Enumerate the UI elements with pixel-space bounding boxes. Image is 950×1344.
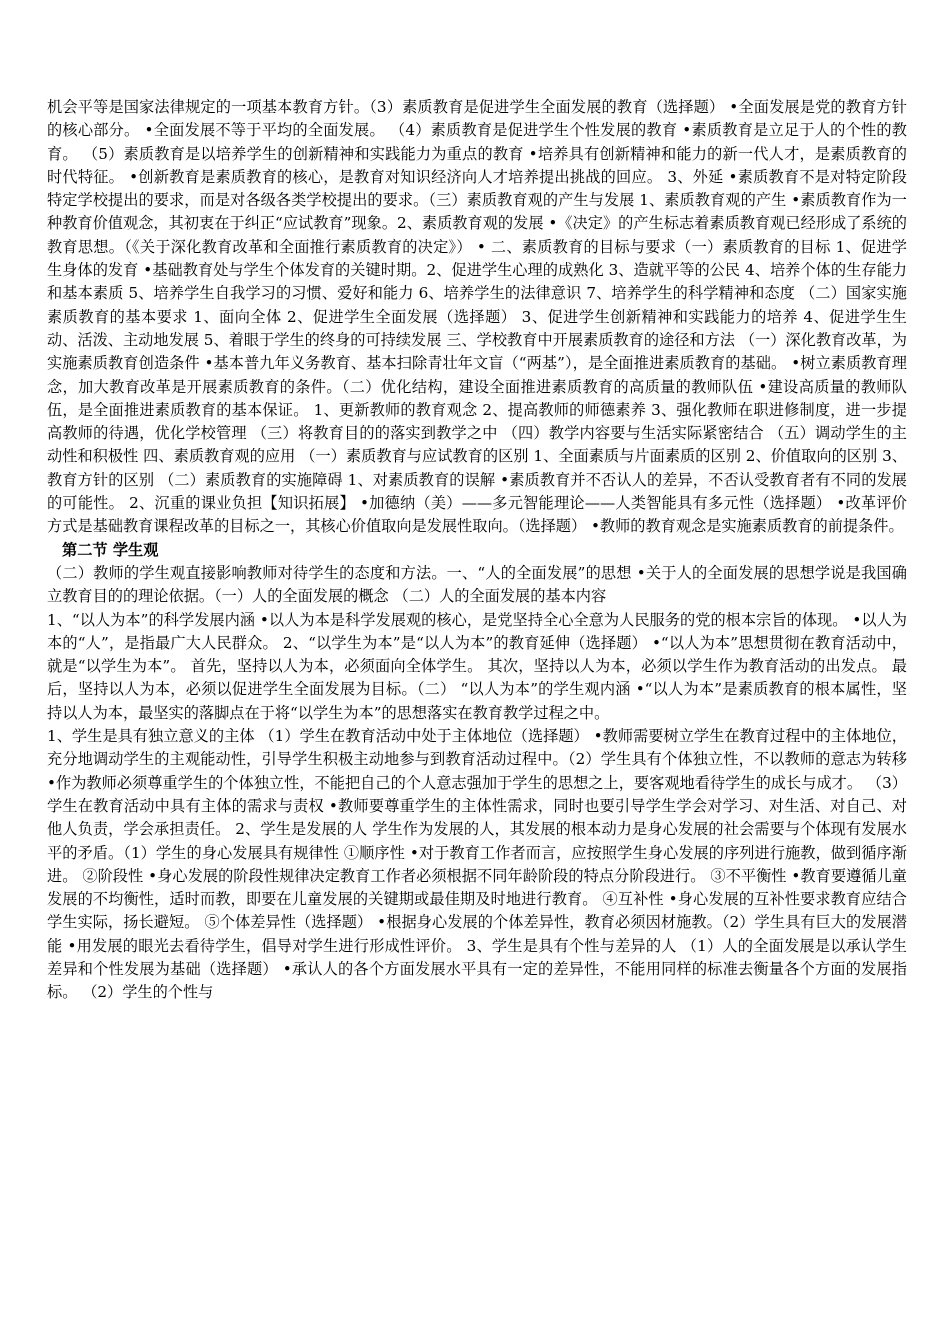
body-paragraph-1: 机会平等是国家法律规定的一项基本教育方针。（3）素质教育是促进学生全面发展的教育（选择题） •全面发展是党的教育方针的核心部分。 •全面发展不等于平均的全面发展。 （4）素质教育是促进学生个性发展的教育 •素质教育是立足于人的个性的教育。 （5）素质教育是以培养学生的创新精神和实践能力为重点的教育 •培养具有创新精神和能力的新一代人才，是素质教育的时代特征。 •创新教育是素质教育的核心，是教育对知识经济向人才培养提出挑战的回应。 3、外延 •素质教育不是对特定阶段特定学校提出的要求，而是对各级各类学校提出的要求。（三）素质教育观的产生与发展 1、素质教育观的产生 •素质教育作为一种教育价值观念，其初衷在于纠正“应试教育”现象。2、素质教育观的发展 •《决定》的产生标志着素质教育观已经形成了系统的教育思想。（《关于深化教育改革和全面推行素质教育的决定》） • 二、素质教育的目标与要求（一）素质教育的目标 1、促进学生身体的发育 •基础教育处与学生个体发育的关键时期。2、促进学生心理的成熟化 3、造就平等的公民 4、培养个体的生存能力和基本素质 5、培养学生自我学习的习惯、爱好和能力 6、培养学生的法律意识 7、培养学生的科学精神和态度 （二）国家实施素质教育的基本要求 1、面向全体 2、促进学生全面发展（选择题） 3、促进学生创新精神和实践能力的培养 4、促进学生生动、活泼、主动地发展 5、着眼于学生的终身的可持续发展 三、学校教育中开展素质教育的途径和方法 （一）深化教育改革，为实施素质教育创造条件 •基本普九年义务教育、基本扫除青壮年文盲（“两基”），是全面推进素质教育的基础。 •树立素质教育理念，加大教育改革是开展素质教育的条件。（二）优化结构，建设全面推进素质教育的高质量的教师队伍 •建设高质量的教师队伍，是全面推进素质教育的基本保证。 1、更新教师的教育观念 2、提高教师的师德素养 3、强化教师在职进修制度，进一步提高教师的待遇，优化学校管理 （三）将教育目的的落实到教学之中 （四）教学内容要与生活实际紧密结合 （五）调动学生的主动性和积极性 四、素质教育观的应用 （一）素质教育与应试教育的区别 1、全面素质与片面素质的区别 2、价值取向的区别 3、教育方针的区别 （二）素质教育的实施障碍 1、对素质教育的误解 •素质教育并不否认人的差异，不否认受教育者有不同的发展的可能性。 2、沉重的课业负担【知识拓展】 •加德纳（美）——多元智能理论——人类智能具有多元性（选择题） •改革评价方式是基础教育课程改革的目标之一，其核心价值取向是发展性取向。（选择题） •教师的教育观念是实施素质教育的前提条件。: [47, 98, 907, 536]
body-paragraph-3: 1、“以人为本”的科学发展内涵 •以人为本是科学发展观的核心，是党坚持全心全意为人民服务的党的根本宗旨的体现。 •以人为本的“人”，是指最广大人民群众。 2、“以学生为本”是“以人为本”的教育延伸（选择题） •“以人为本”思想贯彻在教育活动中，就是“以学生为本”。 首先，坚持以人为本，必须面向全体学生。 其次，坚持以人为本，必须以学生作为教育活动的出发点。 最后，坚持以人为本，必须以促进学生全面发展为目标。（二） “以人为本”的学生观内涵 •“以人为本”是素质教育的根本属性，坚持以人为本，最坚实的落脚点在于将“以学生为本”的思想落实在教育教学过程之中。: [47, 610, 907, 722]
document-page: [47, 96, 907, 1005]
body-paragraph-4: 1、学生是具有独立意义的主体 （1）学生在教育活动中处于主体地位（选择题） •教师需要树立学生在教育过程中的主体地位，充分地调动学生的主观能动性，引导学生积极主动地参与到教育活动过程中。（2）学生具有个体独立性，不以教师的意志为转移 •作为教师必须尊重学生的个体独立性，不能把自己的个人意志强加于学生的思想之上，要客观地看待学生的成长与成才。 （3）学生在教育活动中具有主体的需求与责权 •教师要尊重学生的主体性需求，同时也要引导学生学会对学习、对生活、对自己、对他人负责，学会承担责任。 2、学生是发展的人 学生作为发展的人，其发展的根本动力是身心发展的社会需要与个体现有发展水平的矛盾。（1）学生的身心发展具有规律性 ①顺序性 •对于教育工作者而言，应按照学生身心发展的序列进行施教，做到循序渐进。 ②阶段性 •身心发展的阶段性规律决定教育工作者必须根据不同年龄阶段的特点分阶段进行。 ③不平衡性 •教育要遵循儿童发展的不均衡性，适时而教，即要在儿童发展的关键期或最佳期及时地进行教育。 ④互补性 •身心发展的互补性要求教育应结合学生实际，扬长避短。 ⑤个体差异性（选择题） •根据身心发展的个体差异性，教育必须因材施教。（2）学生具有巨大的发展潜能 •用发展的眼光去看待学生，倡导对学生进行形成性评价。 3、学生是具有个性与差异的人 （1）人的全面发展是以承认学生差异和个性发展为基础（选择题） •承认人的各个方面发展水平具有一定的差异性，不能用同样的标准去衡量各个方面的发展指标。 （2）学生的个性与: [47, 727, 907, 1002]
body-paragraph-2: （二）教师的学生观直接影响教师对待学生的态度和方法。一、“人的全面发展”的思想 •关于人的全面发展的思想学说是我国确立教育目的的理论依据。（一）人的全面发展的概念 （二）人的全面发展的基本内容: [47, 563, 907, 606]
section-heading: 第二节 学生观: [62, 540, 159, 559]
